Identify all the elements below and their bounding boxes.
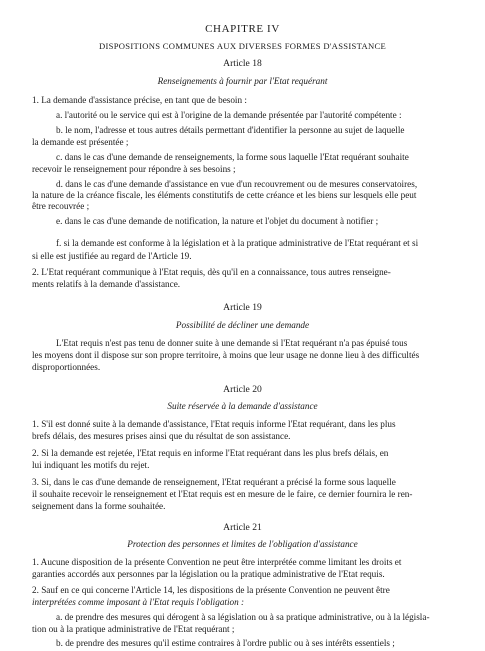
chapter-heading: CHAPITRE IV xyxy=(205,23,280,35)
article-20-line: il souhaite recevoir le renseignement et l'Etat requis est en mesure de le faire, ce dernier fournira le ren- xyxy=(32,489,413,499)
article-18-line: recevoir le renseignement pour répondre à ses besoins ; xyxy=(32,164,236,174)
article-18-line: si elle est justifiée au regard de l'Article 19. xyxy=(32,251,192,261)
article-19-line: disproportionnées. xyxy=(32,362,101,372)
article-20-line: 3. Si, dans le cas d'une demande de renseignement, l'Etat requérant a précisé la forme sous laquelle xyxy=(32,477,396,487)
article-18-line: ments relatifs à la demande d'assistance. xyxy=(32,279,181,289)
article-20-heading: Article 20 xyxy=(223,384,262,395)
article-21-line: 1. Aucune disposition de la présente Convention ne peut être interprétée comme limitant les droits et xyxy=(32,557,402,567)
article-18-line: d. dans le cas d'une demande d'assistance en vue d'un recouvrement ou de mesures conservatoires, xyxy=(56,179,418,189)
article-19-title: Possibilité de décliner une demande xyxy=(175,320,310,330)
article-18-line: f. si la demande est conforme à la législation et à la pratique administrative de l'Etat requérant et si xyxy=(56,238,419,248)
article-18-line: être recouvrée ; xyxy=(32,201,90,211)
article-18-line: e. dans le cas d'une demande de notification, la nature et l'objet du document à notifier ; xyxy=(56,216,379,226)
article-21-line: interprétées comme imposant à l'Etat requis l'obligation : xyxy=(32,597,245,607)
article-21-line: tion ou à la pratique administrative de l'Etat requérant ; xyxy=(32,624,235,634)
article-18-line: la demande est présentée ; xyxy=(32,137,129,147)
article-19-line: les moyens dont il dispose sur son propre territoire, à moins que leur usage ne donne lieu à des difficultés xyxy=(32,350,420,360)
article-21-line: garanties accordés aux personnes par la législation ou la pratique administrative de l'Etat requis. xyxy=(32,569,385,579)
article-19-heading: Article 19 xyxy=(223,302,262,313)
article-19-line: L'Etat requis n'est pas tenu de donner suite à une demande si l'Etat requérant n'a pas épuisé tous xyxy=(56,338,408,348)
article-21-line: 2. Sauf en ce qui concerne l'Article 14, les dispositions de la présente Convention ne peuvent être xyxy=(32,585,390,595)
article-18-line: 1. La demande d'assistance précise, en tant que de besoin : xyxy=(32,95,247,105)
article-18-line: la nature de la créance fiscale, les éléments constitutifs de cette créance et les biens sur lesquels elle peut xyxy=(32,190,417,200)
article-21-line: b. de prendre des mesures qu'il estime contraires à l'ordre public ou à ses intérêts essentiels ; xyxy=(56,638,395,648)
article-18-title: Renseignements à fournir par l'Etat requérant xyxy=(157,76,328,86)
article-20-line: lui indiquant les motifs du rejet. xyxy=(32,460,150,470)
article-20-line: 1. S'il est donné suite à la demande d'assistance, l'Etat requis informe l'Etat requérant, dans les plus xyxy=(32,419,396,429)
article-20-line: seignement dans la forme souhaitée. xyxy=(32,501,166,511)
article-18-line: 2. L'Etat requérant communique à l'Etat requis, dès qu'il en a connaissance, tous autres renseigne- xyxy=(32,267,391,277)
article-18-line: b. le nom, l'adresse et tous autres détails permettant d'identifier la personne au sujet de laquelle xyxy=(56,125,405,135)
article-18-line: c. dans le cas d'une demande de renseignements, la forme sous laquelle l'Etat requérant souhaite xyxy=(56,152,409,162)
article-20-line: 2. Si la demande est rejetée, l'Etat requis en informe l'Etat requérant dans les plus brefs délais, en xyxy=(32,448,389,458)
article-21-heading: Article 21 xyxy=(223,522,262,533)
article-21-line: a. de prendre des mesures qui dérogent à sa législation ou à sa pratique administrative, ou à la législa- xyxy=(56,612,430,622)
article-20-line: brefs délais, des mesures prises ainsi que du résultat de son assistance. xyxy=(32,431,291,441)
article-18-line: a. l'autorité ou le service qui est à l'origine de la demande présentée par l'autorité compétente : xyxy=(56,110,402,120)
chapter-subtitle: DISPOSITIONS COMMUNES AUX DIVERSES FORMES D'ASSISTANCE xyxy=(98,41,387,51)
article-21-title: Protection des personnes et limites de l'obligation d'assistance xyxy=(127,539,358,549)
article-20-title: Suite réservée à la demande d'assistance xyxy=(167,401,318,411)
article-18-heading: Article 18 xyxy=(223,58,262,69)
